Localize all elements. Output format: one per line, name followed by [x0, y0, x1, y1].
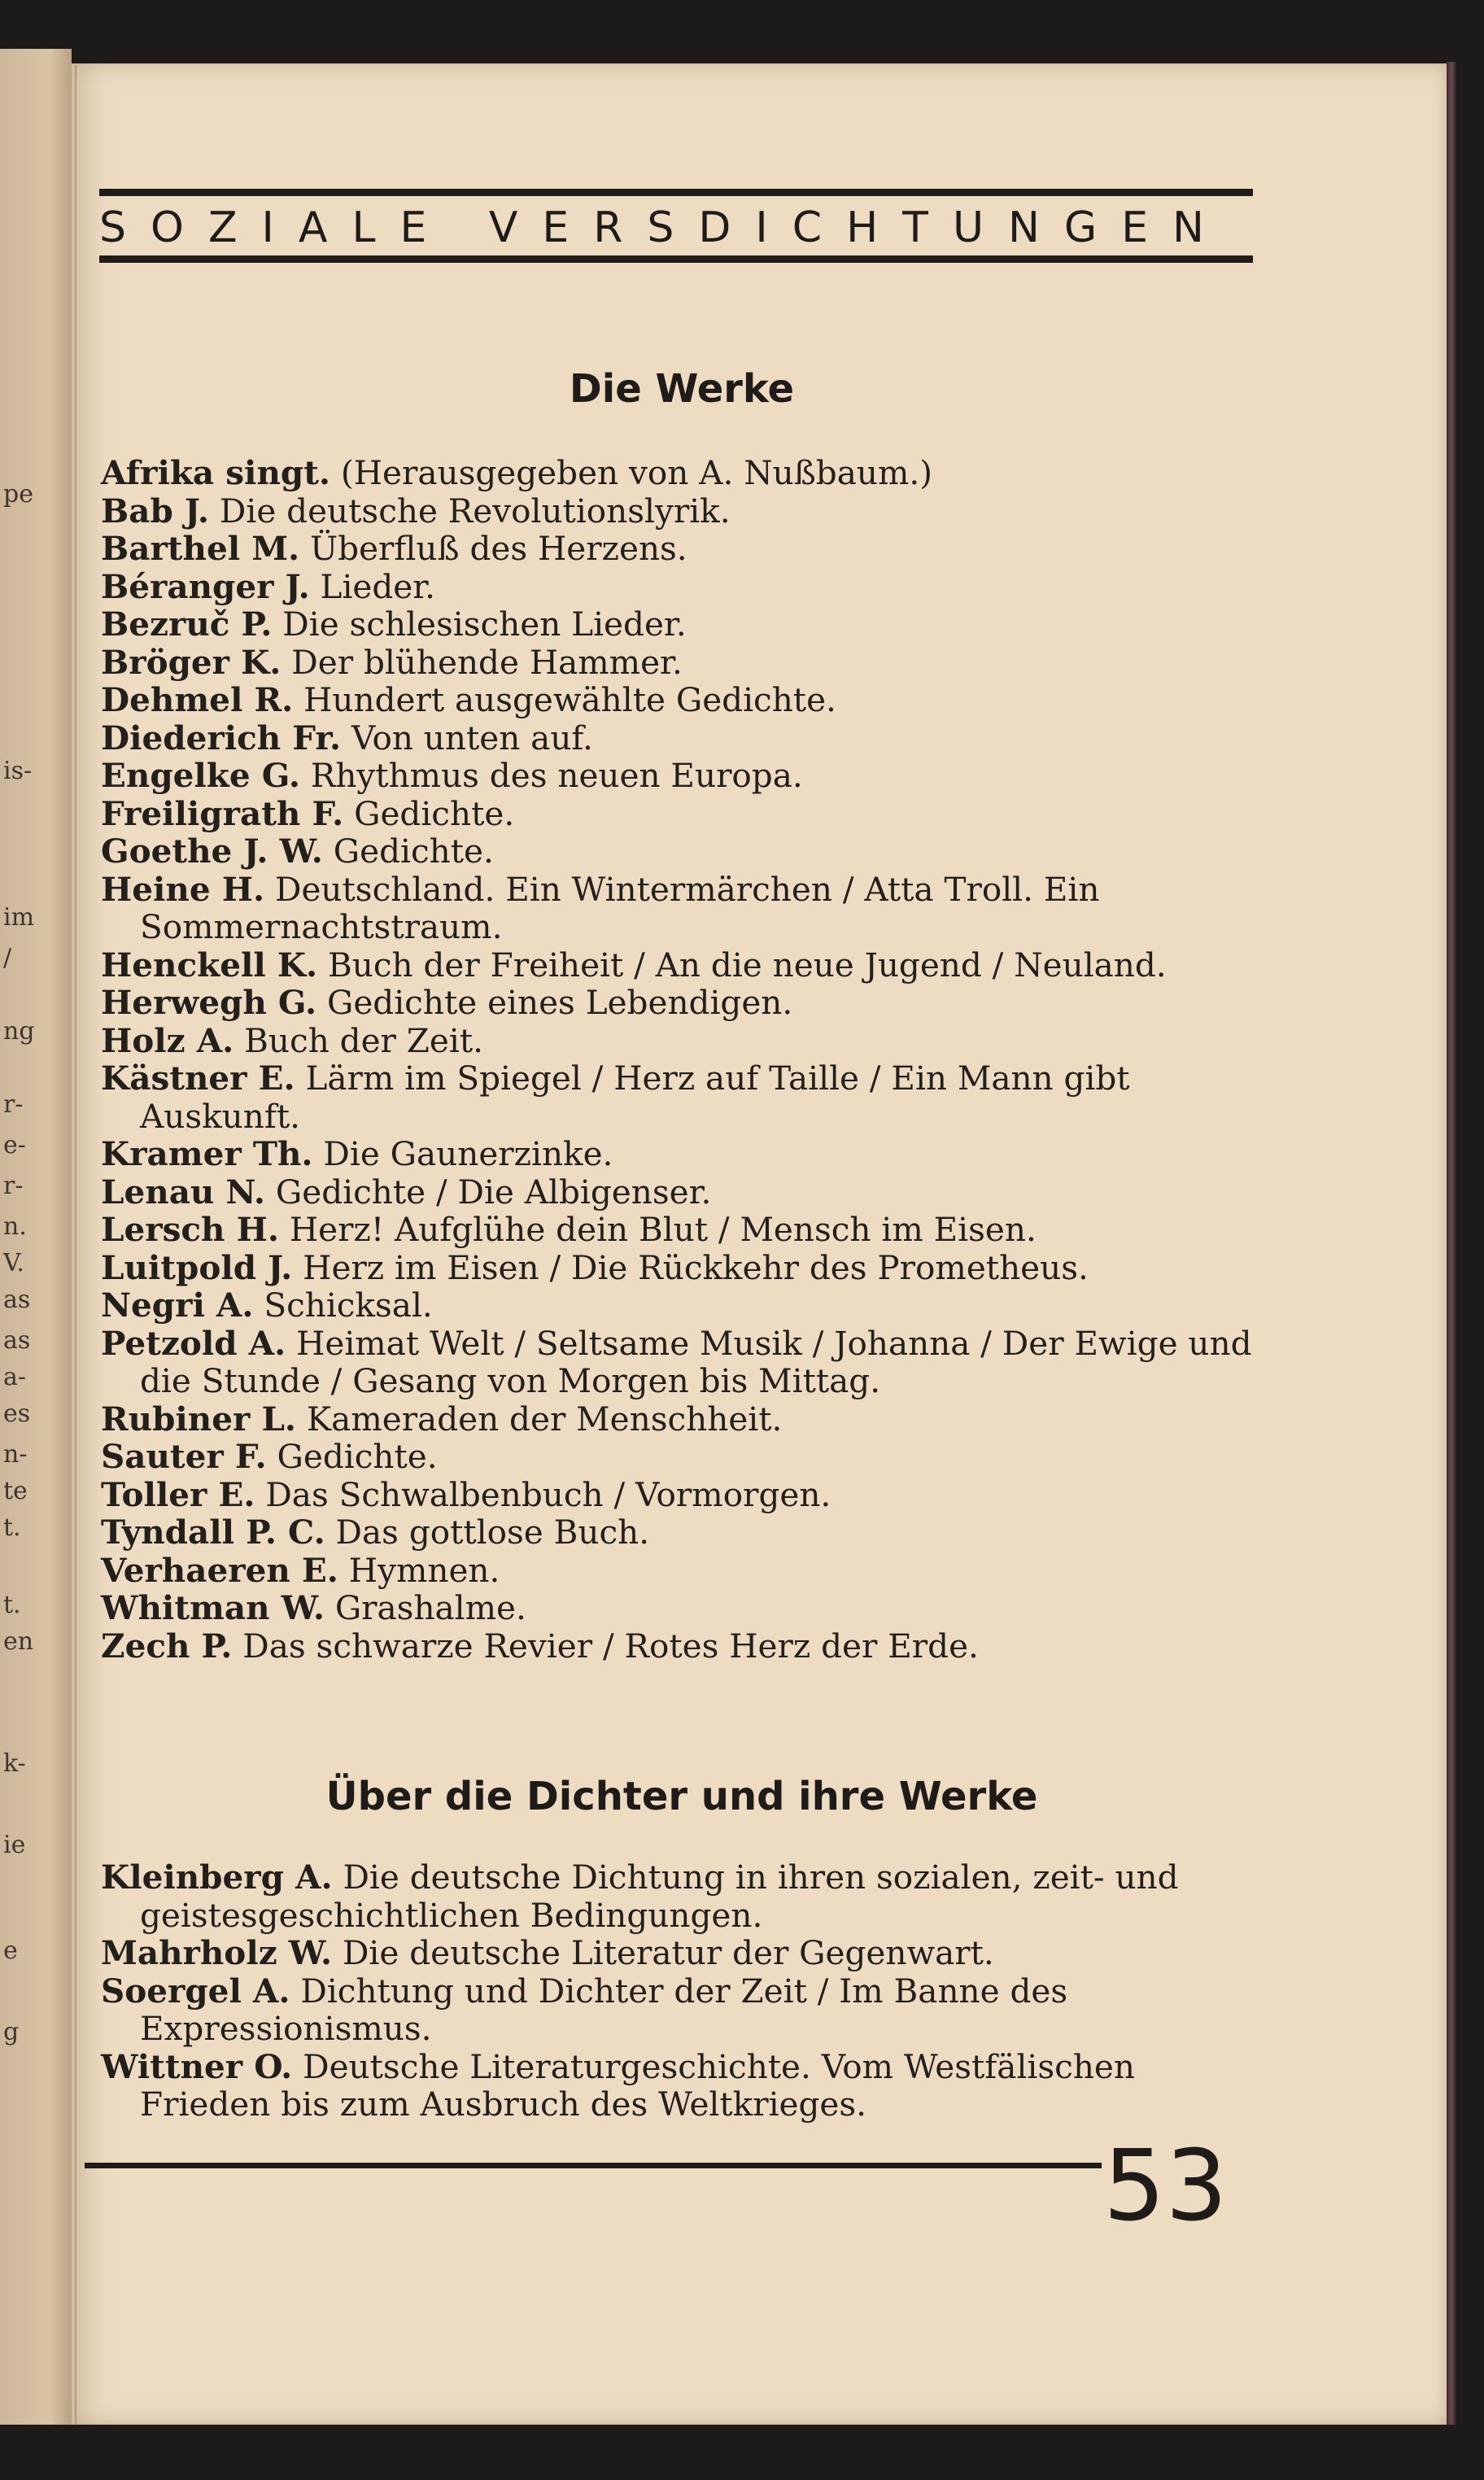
entry-author: Barthel M. — [101, 529, 300, 568]
left-page-fragment: im — [3, 903, 35, 932]
entry-author: Bezruč P. — [101, 605, 273, 644]
entry-title: Der blühende Hammer. — [291, 642, 683, 682]
entry-title: Heimat Welt / Seltsame Musik / Johanna / Der Ewige und die Stunde / Gesang von Morgen bis Mittag. — [140, 1323, 1252, 1400]
entry-title: (Herausgegeben von A. Nußbaum.) — [340, 453, 933, 492]
left-page-fragment: es — [3, 1399, 31, 1428]
entry-title: Herz im Eisen / Die Rückkehr des Prometheus. — [303, 1247, 1089, 1287]
entry-title: Gedichte. — [333, 832, 494, 871]
werke-entry — [101, 719, 1256, 758]
left-page-fragment: n- — [3, 1440, 28, 1469]
werke-entry — [101, 1022, 1256, 1060]
entry-title: Gedichte. — [277, 1437, 438, 1476]
dichter-list — [101, 1858, 1256, 2124]
entry-title: Die deutsche Literatur der Gegenwart. — [342, 1933, 994, 1972]
entry-author: Mahrholz W. — [101, 1933, 333, 1972]
section-title-dichter: Über die Dichter und ihre Werke — [325, 1774, 1038, 1819]
entry-title: Buch der Zeit. — [244, 1020, 483, 1060]
left-page-fragment: is- — [3, 757, 33, 785]
entry-author: Luitpold J. — [101, 1247, 293, 1287]
entry-title: Grashalme. — [334, 1588, 526, 1627]
left-page-fragment: k- — [3, 1749, 26, 1778]
left-page-fragment: r- — [3, 1172, 24, 1200]
entry-author: Herwegh G. — [101, 983, 317, 1022]
left-page-fragment: as — [3, 1286, 31, 1314]
entry-author: Henckell K. — [101, 945, 318, 985]
entry-title: Hymnen. — [348, 1550, 500, 1590]
left-page-fragment: e — [3, 1936, 18, 1965]
werke-entry — [101, 795, 1256, 833]
left-page-fragment: t. — [3, 1591, 21, 1619]
entry-title: Gedichte. — [354, 793, 515, 833]
left-page-fragment: n. — [3, 1212, 27, 1241]
entry-title: Von unten auf. — [351, 718, 593, 758]
entry-title: Das schwarze Revier / Rotes Herz der Erde. — [242, 1626, 979, 1666]
werke-entry — [101, 832, 1256, 871]
entry-author: Soergel A. — [101, 1971, 290, 2011]
entry-title: Überfluß des Herzens. — [310, 529, 687, 568]
left-page-fragment: r- — [3, 1090, 24, 1119]
entry-author: Freiligrath F. — [101, 793, 344, 833]
gutter-line — [75, 65, 76, 2425]
dichter-entry — [101, 1972, 1256, 2048]
left-page-fragment: ie — [3, 1831, 26, 1859]
entry-title: Lärm im Spiegel / Herz auf Taille / Ein Mann gibt Auskunft. — [140, 1059, 1130, 1136]
entry-title: Kameraden der Menschheit. — [306, 1399, 783, 1439]
werke-entry — [101, 1400, 1256, 1439]
entry-author: Lersch H. — [101, 1210, 279, 1249]
header-rule-bottom — [99, 255, 1253, 263]
entry-title: Schicksal. — [264, 1286, 433, 1325]
entry-author: Diederich Fr. — [101, 718, 342, 758]
entry-title: Gedichte / Die Albigenser. — [275, 1172, 712, 1212]
entry-author: Verhaeren E. — [101, 1550, 338, 1590]
werke-entry — [101, 530, 1256, 568]
dichter-entry — [101, 2048, 1256, 2124]
entry-title: Rhythmus des neuen Europa. — [310, 756, 803, 795]
werke-entry — [101, 605, 1256, 644]
left-page-fragment: pe — [3, 480, 33, 509]
werke-entry — [101, 1438, 1256, 1476]
page-number: 53 — [1103, 2130, 1228, 2243]
werke-entry — [101, 1059, 1256, 1135]
entry-title: Hundert ausgewählte Gedichte. — [303, 680, 836, 719]
left-page-fragment: t. — [3, 1513, 21, 1542]
left-page-fragment: a- — [3, 1363, 27, 1391]
entry-author: Bab J. — [101, 491, 210, 530]
section-title-werke: Die Werke — [569, 366, 795, 412]
werke-entry — [101, 757, 1256, 795]
dichter-entry — [101, 1934, 1256, 1972]
entry-author: Dehmel R. — [101, 680, 294, 719]
werke-entry — [101, 1211, 1256, 1249]
left-page-fragment: g — [3, 2018, 20, 2046]
entry-author: Toller E. — [101, 1474, 255, 1514]
entry-author: Afrika singt. — [101, 453, 331, 492]
werke-entry — [101, 1552, 1256, 1590]
werke-entry — [101, 1286, 1256, 1325]
werke-entry — [101, 1135, 1256, 1173]
running-head: SOZIALE VERSDICHTUNGEN — [99, 203, 1229, 252]
werke-entry — [101, 681, 1256, 719]
left-page-fragment: / — [3, 944, 12, 972]
entry-author: Heine H. — [101, 869, 265, 909]
werke-entry — [101, 946, 1256, 985]
entry-author: Engelke G. — [101, 756, 300, 795]
werke-entry — [101, 984, 1256, 1022]
entry-title: Lieder. — [320, 566, 436, 606]
entry-title: Gedichte eines Lebendigen. — [326, 983, 793, 1022]
werke-entry — [101, 1513, 1256, 1552]
werke-entry — [101, 1173, 1256, 1212]
entry-author: Lenau N. — [101, 1172, 266, 1212]
footer-rule — [85, 2163, 1102, 2168]
werke-entry — [101, 1325, 1256, 1400]
entry-author: Negri A. — [101, 1286, 254, 1325]
entry-author: Kästner E. — [101, 1059, 295, 1098]
left-page-fragment: en — [3, 1627, 34, 1656]
entry-title: Dichtung und Dichter der Zeit / Im Banne des Expressionismus. — [140, 1971, 1068, 2048]
entry-author: Bröger K. — [101, 642, 282, 682]
werke-entry — [101, 1589, 1256, 1627]
entry-title: Die deutsche Dichtung in ihren sozialen, zeit- und geistesgeschichtlichen Bedingungen. — [140, 1858, 1179, 1935]
entry-title: Deutsche Literaturgeschichte. Vom Westfälischen Frieden bis zum Ausbruch des Weltkrieges. — [140, 2046, 1135, 2124]
werke-entry — [101, 492, 1256, 530]
werke-entry — [101, 1627, 1256, 1666]
entry-author: Sauter F. — [101, 1437, 267, 1476]
entry-title: Die deutsche Revolutionslyrik. — [219, 491, 731, 530]
header-rule-top — [99, 189, 1253, 196]
dichter-entry — [101, 1858, 1256, 1934]
left-page-fragment: ng — [3, 1017, 35, 1046]
left-page-fragment: V. — [3, 1249, 24, 1277]
entry-title: Die schlesischen Lieder. — [282, 605, 687, 644]
book-cover-edge — [1447, 62, 1456, 2425]
entry-title: Deutschland. Ein Wintermärchen / Atta Troll. Ein Sommernachtstraum. — [140, 869, 1100, 946]
werke-entry — [101, 644, 1256, 682]
entry-author: Petzold A. — [101, 1323, 286, 1363]
entry-author: Rubiner L. — [101, 1399, 297, 1439]
book-page — [72, 63, 1447, 2425]
entry-author: Holz A. — [101, 1020, 234, 1060]
entry-title: Buch der Freiheit / An die neue Jugend / Neuland. — [328, 945, 1167, 985]
previous-page-edge — [0, 49, 72, 2425]
werke-entry — [101, 1476, 1256, 1514]
entry-author: Tyndall P. C. — [101, 1513, 325, 1552]
entry-author: Whitman W. — [101, 1588, 325, 1627]
left-page-fragment: te — [3, 1477, 28, 1505]
left-page-fragment: e- — [3, 1131, 26, 1159]
werke-entry — [101, 1249, 1256, 1287]
entry-author: Zech P. — [101, 1626, 233, 1666]
werke-entry — [101, 568, 1256, 606]
entry-title: Das Schwalbenbuch / Vormorgen. — [265, 1474, 831, 1514]
entry-title: Herz! Aufglühe dein Blut / Mensch im Eisen. — [289, 1210, 1037, 1249]
entry-author: Goethe J. W. — [101, 832, 323, 871]
entry-author: Béranger J. — [101, 566, 310, 606]
entry-author: Wittner O. — [101, 2046, 293, 2086]
entry-title: Das gottlose Buch. — [335, 1513, 650, 1552]
werke-list — [101, 454, 1256, 1665]
werke-entry — [101, 871, 1256, 946]
entry-author: Kramer Th. — [101, 1134, 313, 1173]
entry-title: Die Gaunerzinke. — [323, 1134, 613, 1173]
left-page-fragment: as — [3, 1326, 31, 1355]
entry-author: Kleinberg A. — [101, 1858, 333, 1897]
werke-entry — [101, 454, 1256, 492]
